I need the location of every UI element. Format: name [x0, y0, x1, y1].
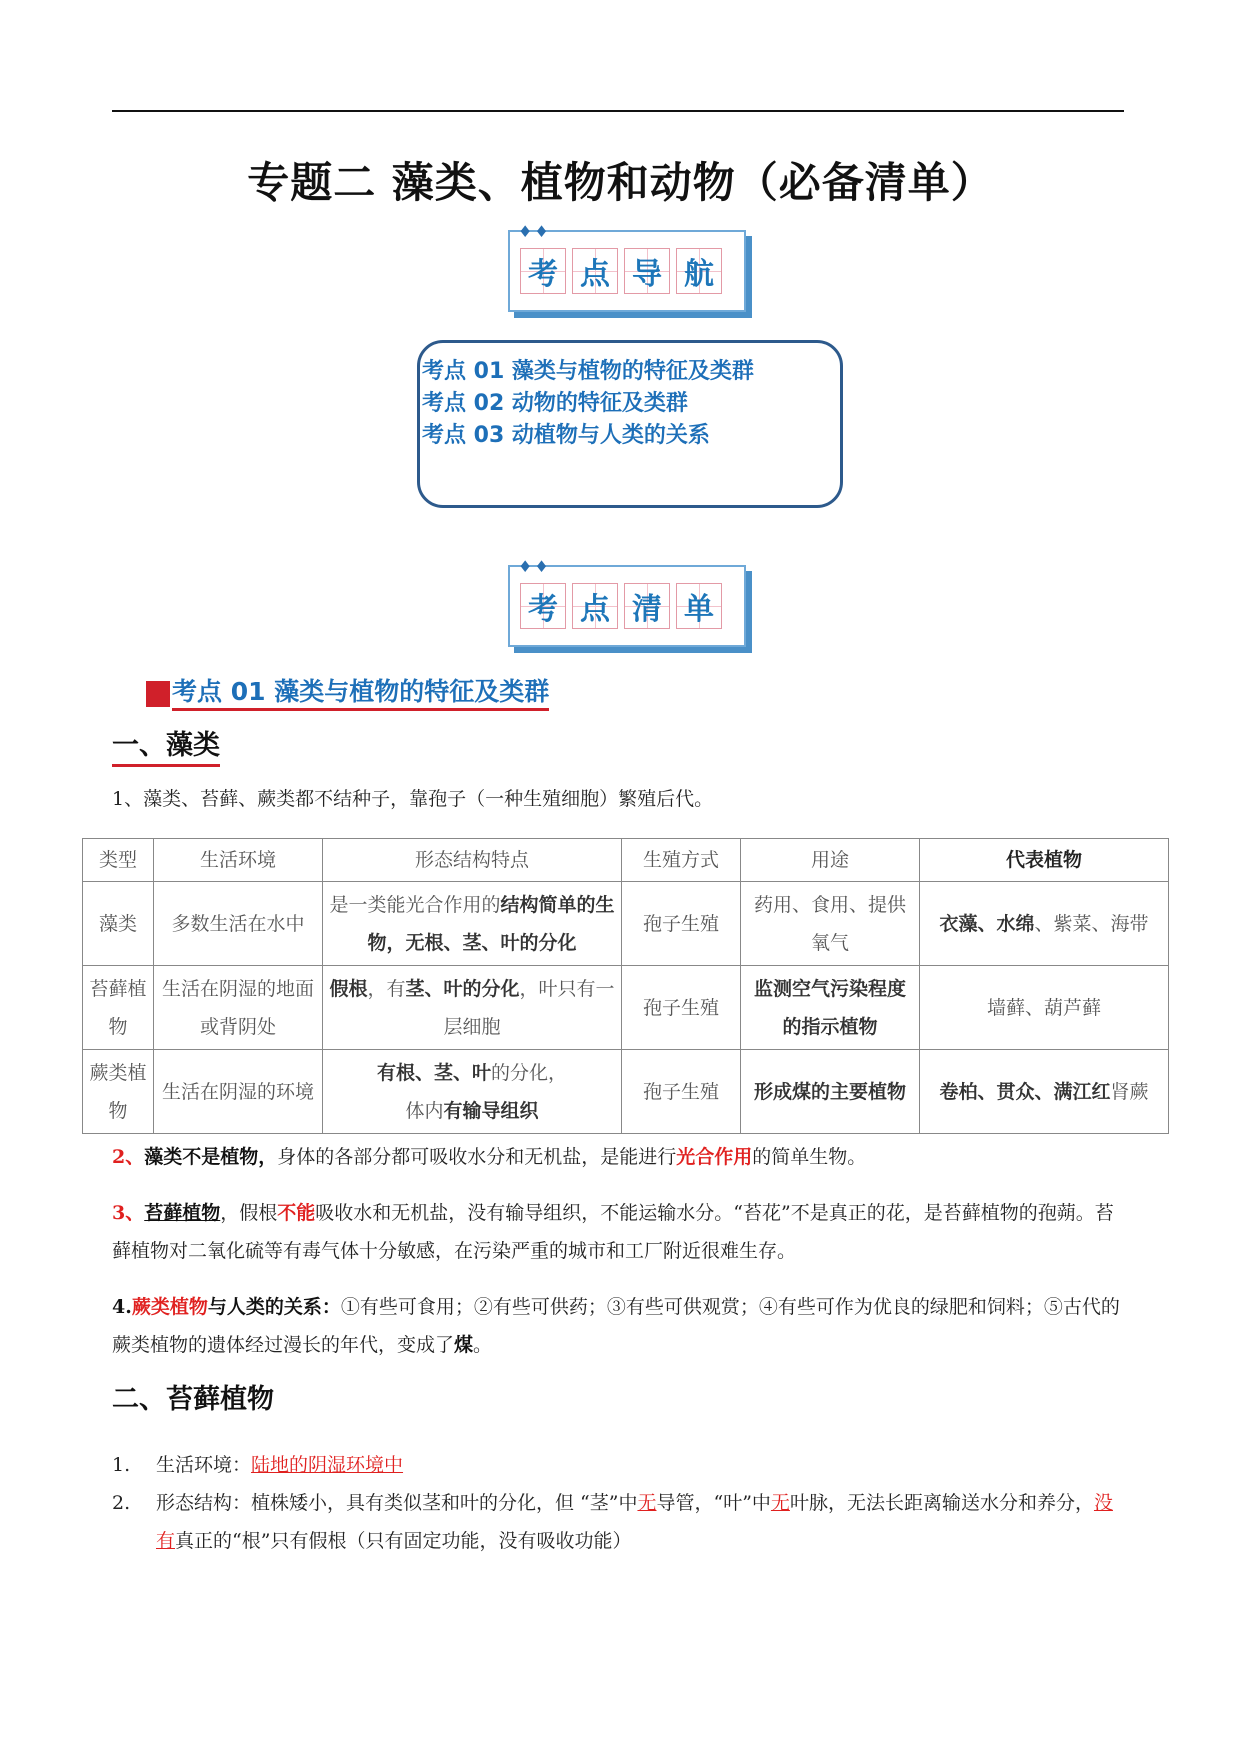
paragraph-4: 4.蕨类植物与人类的关系：①有些可食用；②有些可供药；③有些可供观赏；④有些可作为优良的绿肥和饲料；⑤古代的蕨类植物的遗体经过漫长的年代，变成了煤。 — [112, 1296, 1120, 1356]
table-header: 代表植物 — [920, 839, 1169, 882]
table-row — [83, 882, 1169, 966]
nav-banner — [508, 222, 752, 318]
table-header: 类型 — [83, 839, 154, 882]
banner-char: 点 — [572, 583, 618, 629]
table-cell: 藻类 — [83, 882, 154, 966]
kp01-heading — [146, 676, 549, 711]
banner-char: 导 — [624, 248, 670, 294]
table-header: 生殖方式 — [622, 839, 741, 882]
banner-char: 考 — [520, 583, 566, 629]
list-item: 2. 形态结构：植株矮小，具有类似茎和叶的分化，但 “茎”中无导管，“叶”中无叶脉，无法长距离输送水分和养分，没有真正的“根”只有假根（只有固定功能，没有吸收功能） — [112, 1492, 1113, 1552]
section-heading-algae: 一、藻类 — [112, 728, 220, 767]
banner-char: 航 — [676, 248, 722, 294]
table-cell: 监测空气污染程度的指示植物 — [741, 966, 920, 1050]
table-cell: 苔藓植物 — [83, 966, 154, 1050]
table-header-row — [83, 839, 1169, 882]
kp01-heading-text: 考点 01 藻类与植物的特征及类群 — [172, 676, 549, 711]
nav-item-kp01[interactable]: 考点 01 藻类与植物的特征及类群 — [422, 359, 754, 384]
banner-char: 点 — [572, 248, 618, 294]
moss-list — [112, 1446, 1122, 1560]
table-cell: 假根，有茎、叶的分化，叶只有一层细胞 — [323, 966, 622, 1050]
plant-comparison-table — [82, 838, 1169, 1134]
table-cell: 形成煤的主要植物 — [741, 1050, 920, 1134]
list-banner — [508, 557, 752, 653]
table-cell: 墙藓、葫芦藓 — [920, 966, 1169, 1050]
table-header: 用途 — [741, 839, 920, 882]
ring-icon: ♦♦ — [518, 557, 551, 576]
table-row — [83, 966, 1169, 1050]
table-cell: 有根、茎、叶的分化， 体内有输导组织 — [323, 1050, 622, 1134]
nav-list — [422, 356, 754, 452]
banner-char: 单 — [676, 583, 722, 629]
paragraph-3: 3、苔藓植物，假根不能吸收水和无机盐，没有输导组织，不能运输水分。“苔花”不是真正的花，是苔藓植物的孢蒴。苔藓植物对二氧化硫等有毒气体十分敏感，在污染严重的城市和工厂附近很难生存。 — [112, 1202, 1114, 1262]
table-cell: 药用、食用、提供氧气 — [741, 882, 920, 966]
nav-item-kp03[interactable]: 考点 03 动植物与人类的关系 — [422, 423, 710, 448]
table-cell: 是一类能光合作用的结构简单的生物，无根、茎、叶的分化 — [323, 882, 622, 966]
table-cell: 孢子生殖 — [622, 1050, 741, 1134]
table-cell: 蕨类植物 — [83, 1050, 154, 1134]
table-cell: 生活在阴湿的环境 — [154, 1050, 323, 1134]
page-title: 专题二 藻类、植物和动物（必备清单） — [247, 158, 994, 207]
section-heading-moss: 二、苔藓植物 — [112, 1384, 274, 1415]
paragraph-2: 2、藻类不是植物，身体的各部分都可吸收水分和无机盐，是能进行光合作用的简单生物。 — [112, 1146, 867, 1168]
table-cell: 衣藻、水绵、紫菜、海带 — [920, 882, 1169, 966]
list-item: 1. 生活环境：陆地的阴湿环境中 — [112, 1454, 404, 1476]
banner-char: 清 — [624, 583, 670, 629]
nav-item-kp02[interactable]: 考点 02 动物的特征及类群 — [422, 391, 688, 416]
table-cell: 多数生活在水中 — [154, 882, 323, 966]
paragraph-1: 1、藻类、苔藓、蕨类都不结种子，靠孢子（一种生殖细胞）繁殖后代。 — [112, 788, 714, 810]
ring-icon: ♦♦ — [518, 222, 551, 241]
banner-char: 考 — [520, 248, 566, 294]
table-cell: 孢子生殖 — [622, 882, 741, 966]
top-rule — [112, 110, 1124, 112]
table-header: 生活环境 — [154, 839, 323, 882]
table-cell: 卷柏、贯众、满江红肾蕨 — [920, 1050, 1169, 1134]
red-square-icon — [146, 681, 170, 707]
table-row — [83, 1050, 1169, 1134]
table-cell: 孢子生殖 — [622, 966, 741, 1050]
table-cell: 生活在阴湿的地面或背阴处 — [154, 966, 323, 1050]
table-header: 形态结构特点 — [323, 839, 622, 882]
